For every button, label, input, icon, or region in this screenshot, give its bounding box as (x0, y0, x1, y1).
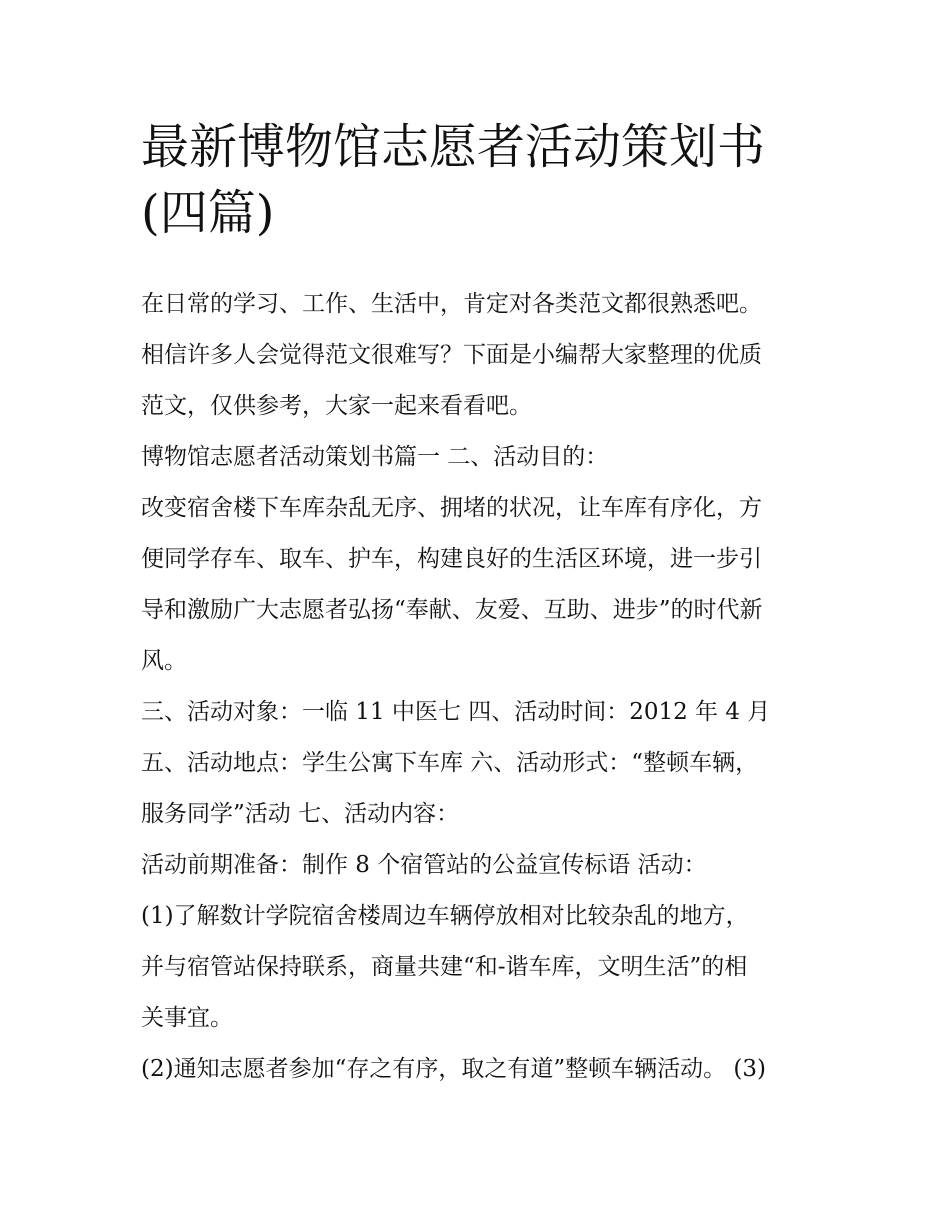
body-line: 范文，仅供参考，大家一起来看看吧。 (141, 393, 532, 419)
body-line: 风。 (141, 648, 187, 674)
body-line: 便同学存车、取车、护车，构建良好的生活区环境，进一步引 (141, 546, 762, 572)
body-line: 导和激励广大志愿者弘扬“奉献、友爱、互助、进步”的时代新 (141, 597, 763, 623)
body-line: 博物馆志愿者活动策划书篇一 二、活动目的： (141, 444, 609, 470)
body-line: 相信许多人会觉得范文很难写？下面是小编帮大家整理的优质 (141, 342, 762, 368)
title-line-1: 最新博物馆志愿者活动策划书 (141, 119, 766, 175)
body-line: 五、活动地点：学生公寓下车库 六、活动形式：“整顿车辆， (141, 750, 759, 776)
title-line-2: (四篇) (141, 185, 275, 241)
body-line: (1)了解数计学院宿舍楼周边车辆停放相对比较杂乱的地方， (141, 903, 749, 929)
body-line: 改变宿舍楼下车库杂乱无序、拥堵的状况，让车库有序化，方 (141, 495, 762, 521)
body-line: 并与宿管站保持联系，商量共建“和-谐车库，文明生活”的相 (141, 954, 748, 980)
body-line: 在日常的学习、工作、生活中，肯定对各类范文都很熟悉吧。 (141, 291, 762, 317)
document-body (141, 279, 841, 1095)
body-line: 活动前期准备：制作 8 个宿管站的公益宣传标语 活动： (141, 852, 707, 878)
body-line: (2)通知志愿者参加“存之有序，取之有道”整顿车辆活动。 (3) (141, 1056, 766, 1082)
body-line: 三、活动对象：一临 11 中医七 四、活动时间：2012 年 4 月 (141, 699, 771, 725)
body-line: 服务同学”活动 七、活动内容： (141, 801, 460, 827)
document-title (141, 114, 841, 246)
body-line: 关事宜。 (141, 1005, 233, 1031)
